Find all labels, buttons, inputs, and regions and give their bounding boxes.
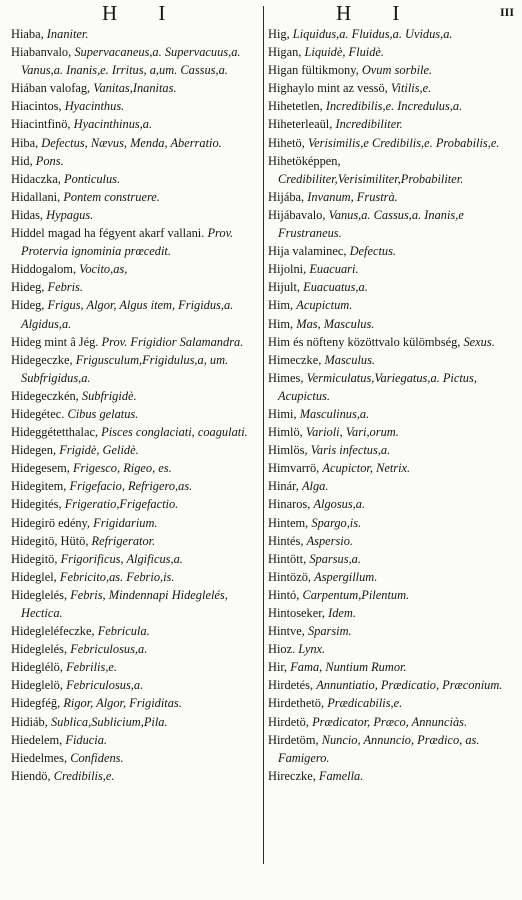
dictionary-entry bbox=[268, 206, 520, 242]
entry-latin-gloss: Algosus,a. bbox=[313, 497, 366, 512]
entry-latin-gloss: Hyacinthinus,a. bbox=[73, 117, 153, 132]
entry-headword: Hidegféḡ, bbox=[11, 696, 61, 711]
entry-latin-gloss: Prædicabilis,e. bbox=[327, 696, 403, 711]
entry-latin-gloss: Vermiculatus,Variegatus,a. Pictus, Acupictus. bbox=[278, 370, 477, 403]
entry-latin-gloss: Febriculosus,a. bbox=[66, 678, 144, 693]
entry-headword: Hiddel magad ha fégyent akarf vallani. bbox=[11, 226, 205, 241]
entry-latin-gloss: Idem. bbox=[328, 606, 356, 620]
right-running-head: H I bbox=[336, 1, 418, 25]
entry-latin-gloss: Mas, Masculus. bbox=[296, 316, 375, 331]
dictionary-entry bbox=[268, 514, 520, 532]
dictionary-entry bbox=[11, 115, 263, 133]
dictionary-entry bbox=[268, 550, 520, 568]
dictionary-entry bbox=[11, 79, 263, 97]
dictionary-entry bbox=[268, 731, 520, 767]
entry-latin-gloss: Aspersio. bbox=[306, 533, 354, 548]
entry-headword: Hidallani, bbox=[11, 189, 61, 204]
dictionary-entry bbox=[11, 224, 263, 260]
entry-latin-gloss: Sparsus,a. bbox=[309, 551, 361, 566]
entry-headword: Hiabanvalo, bbox=[11, 45, 72, 60]
page-header bbox=[0, 0, 522, 25]
entry-latin-gloss: Varioli, Vari,orum. bbox=[305, 425, 399, 440]
entry-latin-gloss: Fama, Nuntium Rumor. bbox=[290, 660, 407, 675]
dictionary-entry bbox=[268, 97, 520, 115]
dictionary-entry bbox=[268, 767, 520, 785]
entry-headword: Hidegirö edény, bbox=[11, 515, 91, 530]
dictionary-entry bbox=[11, 170, 263, 188]
entry-headword: Hinár, bbox=[268, 479, 299, 494]
dictionary-entry bbox=[268, 441, 520, 459]
entry-headword: Hintött, bbox=[268, 551, 307, 566]
entry-latin-gloss: Credibilis,e. bbox=[53, 768, 115, 783]
dictionary-entry bbox=[268, 25, 520, 43]
entry-headword: Hidegen, bbox=[11, 443, 57, 458]
entry-headword: Hideglelés, bbox=[11, 642, 68, 657]
entry-headword: Hijába, bbox=[268, 189, 305, 204]
dictionary-entry bbox=[11, 405, 263, 423]
entry-latin-gloss: Incredibilis,e. Incredulus,a. bbox=[325, 99, 463, 114]
entry-headword: Higan fültikmony, bbox=[268, 63, 359, 78]
dictionary-entry bbox=[11, 640, 263, 658]
entry-latin-gloss: Pons. bbox=[35, 153, 64, 168]
dictionary-entry bbox=[11, 622, 263, 640]
entry-latin-gloss: Invanum, Frustrà. bbox=[307, 189, 398, 204]
entry-latin-gloss: Frigusculum,Frigidulus,a, um. Subfrigidus,a. bbox=[21, 352, 229, 385]
entry-latin-gloss: Inaniter. bbox=[46, 27, 89, 41]
dictionary-entry bbox=[11, 333, 263, 351]
entry-headword: Hiacintos, bbox=[11, 99, 62, 114]
entry-latin-gloss: Vocito,as, bbox=[79, 262, 128, 277]
entry-latin-gloss: Prov. Frigidior Salamandra. bbox=[101, 334, 244, 349]
entry-latin-gloss: Aspergillum. bbox=[314, 569, 378, 584]
entry-headword: Hideggétetthalac, bbox=[11, 425, 99, 440]
entry-headword: Hidegesem, bbox=[11, 461, 70, 476]
dictionary-entry bbox=[268, 278, 520, 296]
entry-headword: Himlös, bbox=[268, 443, 308, 458]
entry-headword: Hideglelés, bbox=[11, 587, 68, 602]
dictionary-entry bbox=[11, 351, 263, 387]
entry-latin-gloss: Liquidus,a. Fluidus,a. Uvidus,a. bbox=[292, 27, 453, 41]
entry-latin-gloss: Sublica,Sublicium,Pila. bbox=[50, 714, 168, 729]
dictionary-entry bbox=[268, 333, 520, 351]
entry-latin-gloss: Varis infectus,a. bbox=[310, 443, 391, 458]
dictionary-entry bbox=[11, 532, 263, 550]
entry-latin-gloss: Ponticulus. bbox=[64, 171, 121, 186]
entry-headword: Hijolni, bbox=[268, 262, 307, 277]
entry-headword: Hintve, bbox=[268, 624, 305, 639]
entry-latin-gloss: Lynx. bbox=[298, 642, 326, 657]
dictionary-entry bbox=[11, 423, 263, 441]
entry-headword: Hideglelö, bbox=[11, 678, 63, 693]
entry-headword: Hiendö, bbox=[11, 768, 51, 783]
dictionary-entry bbox=[268, 369, 520, 405]
entry-latin-gloss: Acupictum. bbox=[296, 298, 353, 313]
entry-latin-gloss: Sparsim. bbox=[307, 624, 352, 639]
entry-latin-gloss: Verisimilis,e Credibilis,e. Probabilis,e. bbox=[307, 135, 500, 150]
dictionary-entry bbox=[268, 640, 520, 658]
page-number: III bbox=[499, 5, 514, 19]
dictionary-entry bbox=[268, 477, 520, 495]
entry-headword: Highaylo mint az vessö, bbox=[268, 81, 388, 96]
entry-headword: Hideg, bbox=[11, 298, 45, 313]
entry-latin-gloss: Febrilis,e. bbox=[66, 660, 118, 675]
dictionary-entry bbox=[11, 43, 263, 79]
dictionary-entry bbox=[268, 43, 520, 61]
entry-latin-gloss: Famella. bbox=[318, 768, 364, 783]
dictionary-entry bbox=[268, 61, 520, 79]
entry-latin-gloss: Fiducia. bbox=[65, 732, 108, 747]
left-column bbox=[11, 25, 263, 785]
entry-latin-gloss: Febris. bbox=[47, 280, 83, 295]
dictionary-entry bbox=[11, 477, 263, 495]
entry-latin-gloss: Cibus gelatus. bbox=[67, 406, 139, 421]
entry-latin-gloss: Sexus. bbox=[463, 334, 495, 349]
entry-latin-gloss: Frigidarium. bbox=[93, 515, 158, 530]
dictionary-entry bbox=[11, 495, 263, 513]
entry-headword: Him, bbox=[268, 298, 294, 313]
entry-headword: Him, bbox=[268, 316, 294, 331]
dictionary-entry bbox=[268, 568, 520, 586]
dictionary-entry bbox=[11, 441, 263, 459]
dictionary-entry bbox=[11, 658, 263, 676]
dictionary-entry bbox=[268, 604, 520, 622]
entry-latin-gloss: Febris, Mindennapi Hideglelés, Hectica. bbox=[21, 587, 228, 620]
dictionary-entry bbox=[268, 242, 520, 260]
entry-latin-gloss: Incredibiliter. bbox=[335, 117, 403, 132]
entry-headword: Hiában valofag, bbox=[11, 81, 91, 96]
entry-latin-gloss: Prædicator, Præco, Annunciàs. bbox=[312, 714, 468, 729]
entry-headword: Hid, bbox=[11, 153, 33, 168]
entry-headword: Hinaros, bbox=[268, 497, 311, 512]
dictionary-entry bbox=[11, 25, 263, 43]
dictionary-entry bbox=[268, 296, 520, 314]
entry-latin-gloss: Febriculosus,a. bbox=[70, 642, 148, 657]
entry-headword: Hidegitem, bbox=[11, 479, 67, 494]
entry-headword: Higan, bbox=[268, 45, 302, 60]
dictionary-entry bbox=[268, 351, 520, 369]
entry-latin-gloss: Vitilis,e. bbox=[390, 81, 432, 96]
entry-latin-gloss: Ovum sorbile. bbox=[361, 63, 433, 78]
entry-headword: Hiddogalom, bbox=[11, 262, 77, 277]
dictionary-entry bbox=[11, 694, 263, 712]
dictionary-entry bbox=[11, 731, 263, 749]
entry-latin-gloss: Frigesco, Rigeo, es. bbox=[72, 461, 172, 476]
entry-headword: Hihetetlen, bbox=[268, 99, 323, 114]
dictionary-entry bbox=[11, 188, 263, 206]
entry-latin-gloss: Pontem construere. bbox=[63, 189, 160, 204]
entry-latin-gloss: Subfrigidè. bbox=[81, 388, 137, 403]
entry-headword: Hiheterleaül, bbox=[268, 117, 333, 132]
entry-headword: Hig, bbox=[268, 27, 290, 41]
dictionary-entry bbox=[11, 586, 263, 622]
dictionary-entry bbox=[268, 532, 520, 550]
entry-headword: Himeczke, bbox=[268, 352, 322, 367]
entry-headword: Himes, bbox=[268, 370, 304, 385]
entry-latin-gloss: Alga. bbox=[301, 479, 329, 494]
entry-headword: Hiaba, bbox=[11, 27, 44, 41]
dictionary-entry bbox=[268, 79, 520, 97]
entry-headword: Hintoseker, bbox=[268, 606, 325, 620]
dictionary-entry bbox=[11, 514, 263, 532]
dictionary-entry bbox=[11, 568, 263, 586]
dictionary-entry bbox=[268, 676, 520, 694]
entry-headword: Hidegités, bbox=[11, 497, 62, 512]
dictionary-entry bbox=[11, 260, 263, 278]
dictionary-entry bbox=[11, 767, 263, 785]
entry-latin-gloss: Febricula. bbox=[97, 624, 150, 639]
entry-headword: Hiacintfinö, bbox=[11, 117, 71, 132]
entry-latin-gloss: Acupictor, Netrix. bbox=[322, 461, 411, 476]
entry-latin-gloss: Vanus,a. Cassus,a. Inanis,e Frustraneus. bbox=[278, 207, 464, 241]
entry-headword: Hideglélö, bbox=[11, 660, 63, 675]
entry-latin-gloss: Prov. Protervia ignominia prœcedit. bbox=[21, 226, 234, 259]
dictionary-entry bbox=[11, 550, 263, 568]
entry-latin-gloss: Credibiliter,Verisimiliter,Probabiliter. bbox=[278, 171, 464, 186]
dictionary-entry bbox=[11, 278, 263, 296]
entry-headword: Himi, bbox=[268, 406, 297, 421]
entry-latin-gloss: Defectus, Nævus, Menda, Aberratio. bbox=[41, 135, 222, 150]
dictionary-entry bbox=[268, 315, 520, 333]
entry-headword: Hintözö, bbox=[268, 569, 312, 584]
entry-headword: Hidiáb, bbox=[11, 714, 48, 729]
dictionary-entry bbox=[11, 97, 263, 115]
entry-headword: Hir, bbox=[268, 660, 288, 675]
entry-headword: Himlö, bbox=[268, 425, 303, 440]
dictionary-entry bbox=[268, 713, 520, 731]
dictionary-entry bbox=[268, 423, 520, 441]
dictionary-entry bbox=[11, 387, 263, 405]
entry-headword: Hijult, bbox=[268, 280, 301, 295]
entry-latin-gloss: Liquidè, Fluidè. bbox=[304, 45, 384, 60]
entry-headword: Hiedelem, bbox=[11, 732, 63, 747]
entry-headword: Himvarrö, bbox=[268, 461, 320, 476]
entry-headword: Hidaczka, bbox=[11, 171, 61, 186]
entry-headword: Hintés, bbox=[268, 533, 304, 548]
dictionary-entry bbox=[11, 296, 263, 332]
entry-headword: Hirdethetö, bbox=[268, 696, 325, 711]
dictionary-entry bbox=[11, 459, 263, 477]
entry-headword: Hideg, bbox=[11, 280, 45, 295]
dictionary-entry bbox=[268, 260, 520, 278]
entry-latin-gloss: Carpentum,Pilentum. bbox=[302, 587, 410, 602]
entry-latin-gloss: Masculinus,a. bbox=[299, 406, 370, 421]
dictionary-entry bbox=[268, 586, 520, 604]
entry-latin-gloss: Annuntiatio, Prædicatio, Præconium. bbox=[316, 678, 503, 693]
entry-headword: Him és nöfteny közöttvalo külömbség, bbox=[268, 334, 461, 349]
dictionary-entry bbox=[268, 459, 520, 477]
dictionary-entry bbox=[11, 713, 263, 731]
entry-headword: Hija valaminec, bbox=[268, 244, 347, 259]
entry-headword: Hideg mint â Jég. bbox=[11, 334, 99, 349]
entry-headword: Hidas, bbox=[11, 207, 44, 222]
entry-headword: Hiba, bbox=[11, 135, 39, 150]
dictionary-entry bbox=[268, 405, 520, 423]
entry-latin-gloss: Defectus. bbox=[349, 244, 397, 259]
entry-headword: Hidegleléfeczke, bbox=[11, 624, 95, 639]
entry-latin-gloss: Pisces conglaciati, coagulati. bbox=[101, 425, 248, 440]
dictionary-entry bbox=[11, 676, 263, 694]
entry-headword: Hidegétec. bbox=[11, 406, 65, 421]
dictionary-entry bbox=[11, 749, 263, 767]
entry-headword: Hidegeczkén, bbox=[11, 388, 79, 403]
entry-latin-gloss: Euacuari. bbox=[309, 262, 359, 277]
entry-headword: Hijábavalo, bbox=[268, 207, 326, 222]
entry-latin-gloss: Euacuatus,a. bbox=[303, 280, 368, 295]
entry-headword: Hintem, bbox=[268, 515, 309, 530]
entry-latin-gloss: Refrigerator. bbox=[91, 533, 156, 548]
entry-latin-gloss: Spargo,is. bbox=[311, 515, 362, 530]
entry-headword: Hidegeczke, bbox=[11, 352, 73, 367]
left-running-head: H I bbox=[102, 1, 184, 25]
entry-headword: Hiedelmes, bbox=[11, 750, 68, 765]
entry-latin-gloss: Frigorificus, Algificus,a. bbox=[60, 551, 183, 566]
entry-headword: Hintó, bbox=[268, 587, 300, 602]
entry-latin-gloss: Confidens. bbox=[70, 750, 124, 765]
entry-latin-gloss: Supervacaneus,a. Supervacuus,a. Vanus,a. Inanis,e. Irritus, a,um. Cassus,a. bbox=[21, 45, 241, 78]
dictionary-entry bbox=[11, 206, 263, 224]
column-divider bbox=[263, 6, 264, 864]
entry-headword: Hidegitö, bbox=[11, 551, 58, 566]
entry-latin-gloss: Rigor, Algor, Frigiditas. bbox=[63, 696, 182, 711]
dictionary-entry bbox=[268, 495, 520, 513]
entry-headword: Hihetöképpen, bbox=[268, 153, 341, 168]
entry-latin-gloss: Vanitas,Inanitas. bbox=[93, 81, 177, 96]
right-column bbox=[268, 25, 520, 785]
dictionary-entry bbox=[268, 188, 520, 206]
entry-latin-gloss: Hypagus. bbox=[46, 207, 94, 222]
dictionary-entry bbox=[268, 152, 520, 188]
dictionary-entry bbox=[268, 694, 520, 712]
entry-latin-gloss: Masculus. bbox=[324, 352, 376, 367]
entry-headword: Hihetö, bbox=[268, 135, 305, 150]
entry-latin-gloss: Frigefacio, Refrigero,as. bbox=[69, 479, 193, 494]
entry-headword: Hirdetö, bbox=[268, 714, 309, 729]
entry-latin-gloss: Frigeratio,Frigefactio. bbox=[64, 497, 179, 512]
entry-headword: Hirdetés, bbox=[268, 678, 314, 693]
entry-latin-gloss: Febricito,as. Febrio,is. bbox=[59, 569, 175, 584]
entry-headword: Hirdetöm, bbox=[268, 732, 319, 747]
entry-headword: Hideglel, bbox=[11, 569, 57, 584]
dictionary-entry bbox=[268, 134, 520, 152]
entry-headword: Hioz. bbox=[268, 642, 296, 657]
entry-latin-gloss: Hyacinthus. bbox=[64, 99, 125, 114]
dictionary-entry bbox=[11, 152, 263, 170]
dictionary-entry bbox=[268, 115, 520, 133]
dictionary-entry bbox=[268, 658, 520, 676]
dictionary-entry bbox=[268, 622, 520, 640]
entry-latin-gloss: Frigus, Algor, Algus item, Frigidus,a. Algidus,a. bbox=[21, 298, 234, 331]
dictionary-entry bbox=[11, 134, 263, 152]
entry-latin-gloss: Frigidè, Gelidè. bbox=[59, 443, 139, 458]
entry-latin-gloss: Nuncio, Annuncio, Prædico, as. Famigero. bbox=[278, 732, 480, 765]
entry-headword: Hireczke, bbox=[268, 768, 316, 783]
entry-headword: Hidegitö, Hütö, bbox=[11, 533, 89, 548]
